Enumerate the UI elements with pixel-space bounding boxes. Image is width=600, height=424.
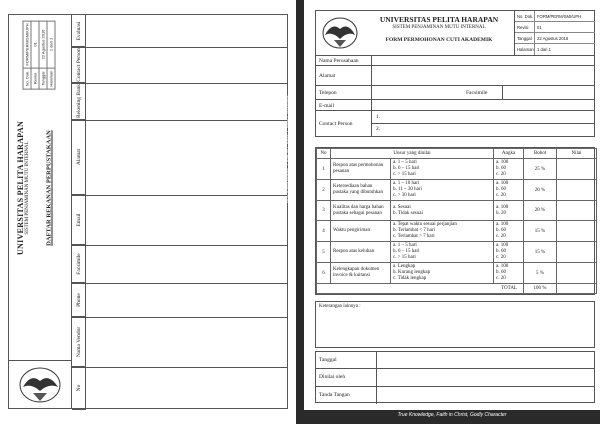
- eval-total-row: TOTAL 100 %: [317, 284, 597, 294]
- eval-criteria: Kualitas dan harga bahan pustaka sebagai pesanan: [331, 201, 391, 221]
- col-bank: Rekening Bank: [72, 83, 86, 120]
- eval-scores: [494, 180, 524, 201]
- col-no: No: [72, 367, 86, 410]
- eval-no: 2: [317, 180, 331, 201]
- eval-scores: [494, 201, 524, 221]
- eval-option: a. 1 – 10 hari: [393, 181, 420, 186]
- eval-value: [557, 263, 597, 284]
- eval-scores: [494, 159, 524, 180]
- eval-row: [317, 201, 597, 221]
- footer-motto: True Knowledge, Faith in Christ, Godly Character: [304, 410, 600, 424]
- vendor-list-form: [8, 14, 288, 409]
- form-header: [315, 10, 595, 56]
- eval-options: [391, 159, 494, 180]
- vendor-table-header: [72, 15, 86, 408]
- eval-weight: 15 %: [524, 221, 557, 242]
- university-emblem-icon: [318, 13, 362, 53]
- left-subtitle: SISTEM PENJAMINAN MUTU INTERNAL: [25, 140, 30, 235]
- signature-block: [315, 351, 595, 403]
- left-meta-table: No. Dok. FORM/PERM/SMI/UPH Revisi 01 Tanggal 22 Agustus 2016 Halaman 1 dari 1: [23, 20, 56, 89]
- doc-meta: No. Dok. FORM/PERM/SMI/UPH Revisi 01 Tanggal 22 Agustus 2016 Halaman 1 dari 1: [514, 11, 595, 55]
- eval-option: b. Tidak sesuai: [393, 210, 423, 216]
- evaluation-table: [315, 147, 595, 295]
- eval-score: a. 100: [496, 181, 509, 186]
- eval-option: a. Lengkap: [393, 264, 416, 269]
- eval-score: b. 60: [496, 187, 506, 192]
- eval-no: 5: [317, 242, 331, 263]
- col-phone: Phone: [72, 283, 86, 317]
- eval-scores: [494, 242, 524, 263]
- eval-score: c. 20: [496, 193, 506, 198]
- eval-option: b. 6 – 15 hari: [393, 166, 420, 171]
- eval-row: [317, 263, 597, 284]
- university-name: UNIVERSITAS PELITA HARAPAN: [379, 15, 499, 24]
- eval-score: b. 60: [496, 228, 506, 233]
- left-page: [0, 0, 296, 424]
- col-address: Alamat: [72, 120, 86, 195]
- eval-value: [557, 242, 597, 263]
- eval-criteria: Ketersediaan bahan pustaka yang dibutuhkan: [331, 180, 391, 201]
- eval-score: a. 100: [496, 243, 509, 248]
- vertical-motto: True Knowledge, Faith in Christ, Godly Character: [286, 95, 292, 205]
- right-page: [304, 0, 600, 424]
- notes-box: Keterangan lainnya :: [315, 301, 595, 348]
- eval-options: [391, 221, 494, 242]
- field-phone-fax: Telepon Facsimile: [316, 86, 594, 100]
- eval-score: b. 60: [496, 270, 506, 275]
- eval-score: c. 20: [496, 255, 506, 260]
- sign-signature-row: Tanda Tangan: [316, 387, 594, 404]
- eval-score: c. 20: [496, 234, 506, 239]
- eval-no: 1: [317, 159, 331, 180]
- eval-option: b. Terlambat < 7 hari: [393, 228, 435, 233]
- eval-value: [557, 159, 597, 180]
- left-university-name: UNIVERSITAS PELITA HARAPAN: [16, 120, 25, 255]
- eval-option: a. Sesuai: [393, 204, 411, 210]
- left-header-column: [9, 15, 72, 408]
- eval-option: b. 11 – 30 hari: [393, 187, 422, 192]
- eval-criteria: Respon atas keluhan: [331, 242, 391, 263]
- form-title: FORM PERMOHONAN CUTI AKADEMIK: [385, 37, 493, 43]
- eval-score: a. 100: [496, 204, 509, 210]
- eval-weight: 5 %: [524, 263, 557, 284]
- eval-option: b. 6 – 15 hari: [393, 249, 420, 254]
- eval-row: [317, 159, 597, 180]
- eval-no: 4: [317, 221, 331, 242]
- eval-weight: 15 %: [524, 242, 557, 263]
- eval-option: c. > 15 hari: [393, 172, 416, 177]
- eval-option: a. 1 – 5 hari: [393, 160, 417, 165]
- eval-score: b. 60: [496, 249, 506, 254]
- eval-score: b. 60: [496, 166, 506, 171]
- eval-option: c. Tidak lengkap: [393, 276, 427, 281]
- vendor-info-form: [315, 56, 595, 137]
- left-doc-title: DAFTAR REKANAN PERPUSTAKAAN: [45, 129, 53, 246]
- vendor-table: [72, 15, 288, 408]
- col-fax: Facsimile: [72, 245, 86, 283]
- eval-options: [391, 180, 494, 201]
- eval-score: c. 20: [496, 172, 506, 177]
- right-logo: [318, 13, 362, 53]
- eval-option: c. > 15 hari: [393, 255, 416, 260]
- sign-by-row: Dinilai oleh: [316, 369, 594, 386]
- eval-option: c. Terlambat > 7 hari: [393, 234, 435, 239]
- eval-options: [391, 263, 494, 284]
- eval-scores: [494, 263, 524, 284]
- col-vendor: Nama Vendor: [72, 317, 86, 367]
- page-gutter: [296, 0, 304, 424]
- eval-criteria: Respon atas permohonan pesanan: [331, 159, 391, 180]
- eval-no: 3: [317, 201, 331, 221]
- sign-date-row: Tanggal: [316, 352, 594, 369]
- eval-option: b. Kurang lengkap: [393, 270, 431, 275]
- field-email: E-mail: [316, 100, 594, 111]
- left-logo: [9, 360, 72, 408]
- university-subtitle: SISTEM PENJAMINAN MUTU INTERNAL: [392, 25, 486, 30]
- eval-option: c. > 30 hari: [393, 193, 416, 198]
- eval-no: 6: [317, 263, 331, 284]
- col-email: Email: [72, 195, 86, 245]
- fax-label: Facsimile: [466, 90, 488, 96]
- eval-weight: 20 %: [524, 201, 557, 221]
- eval-row: [317, 221, 597, 242]
- eval-header-row: No Unsur yang dinilai Angka Bobot Nilai: [317, 149, 597, 159]
- university-emblem-icon: [9, 361, 72, 409]
- eval-value: [557, 221, 597, 242]
- eval-weight: 25 %: [524, 159, 557, 180]
- field-contact: Contact Person 1. 2.: [316, 111, 594, 136]
- eval-value: [557, 180, 597, 201]
- field-address: Alamat: [316, 66, 594, 86]
- eval-scores: [494, 221, 524, 242]
- eval-row: [317, 180, 597, 201]
- col-contact: Contact Person: [72, 47, 86, 83]
- field-company: Nama Perusahaan: [316, 56, 594, 66]
- eval-options: [391, 201, 494, 221]
- eval-score: a. 100: [496, 222, 509, 227]
- eval-options: [391, 242, 494, 263]
- eval-score: a. 100: [496, 264, 509, 269]
- eval-score: b. 20: [496, 210, 506, 216]
- eval-value: [557, 201, 597, 221]
- eval-weight: 20 %: [524, 180, 557, 201]
- eval-score: a. 100: [496, 160, 509, 165]
- eval-option: a. 1 – 5 hari: [393, 243, 417, 248]
- col-evaluation: Evaluasi: [72, 15, 86, 47]
- eval-row: [317, 242, 597, 263]
- eval-criteria: Waktu pengiriman: [331, 221, 391, 242]
- eval-option: a. Tepat waktu sesuai perjanjian: [393, 222, 457, 227]
- eval-score: c. 20: [496, 276, 506, 281]
- eval-criteria: Kelengkapan dokumen invoice & kuitansi: [331, 263, 391, 284]
